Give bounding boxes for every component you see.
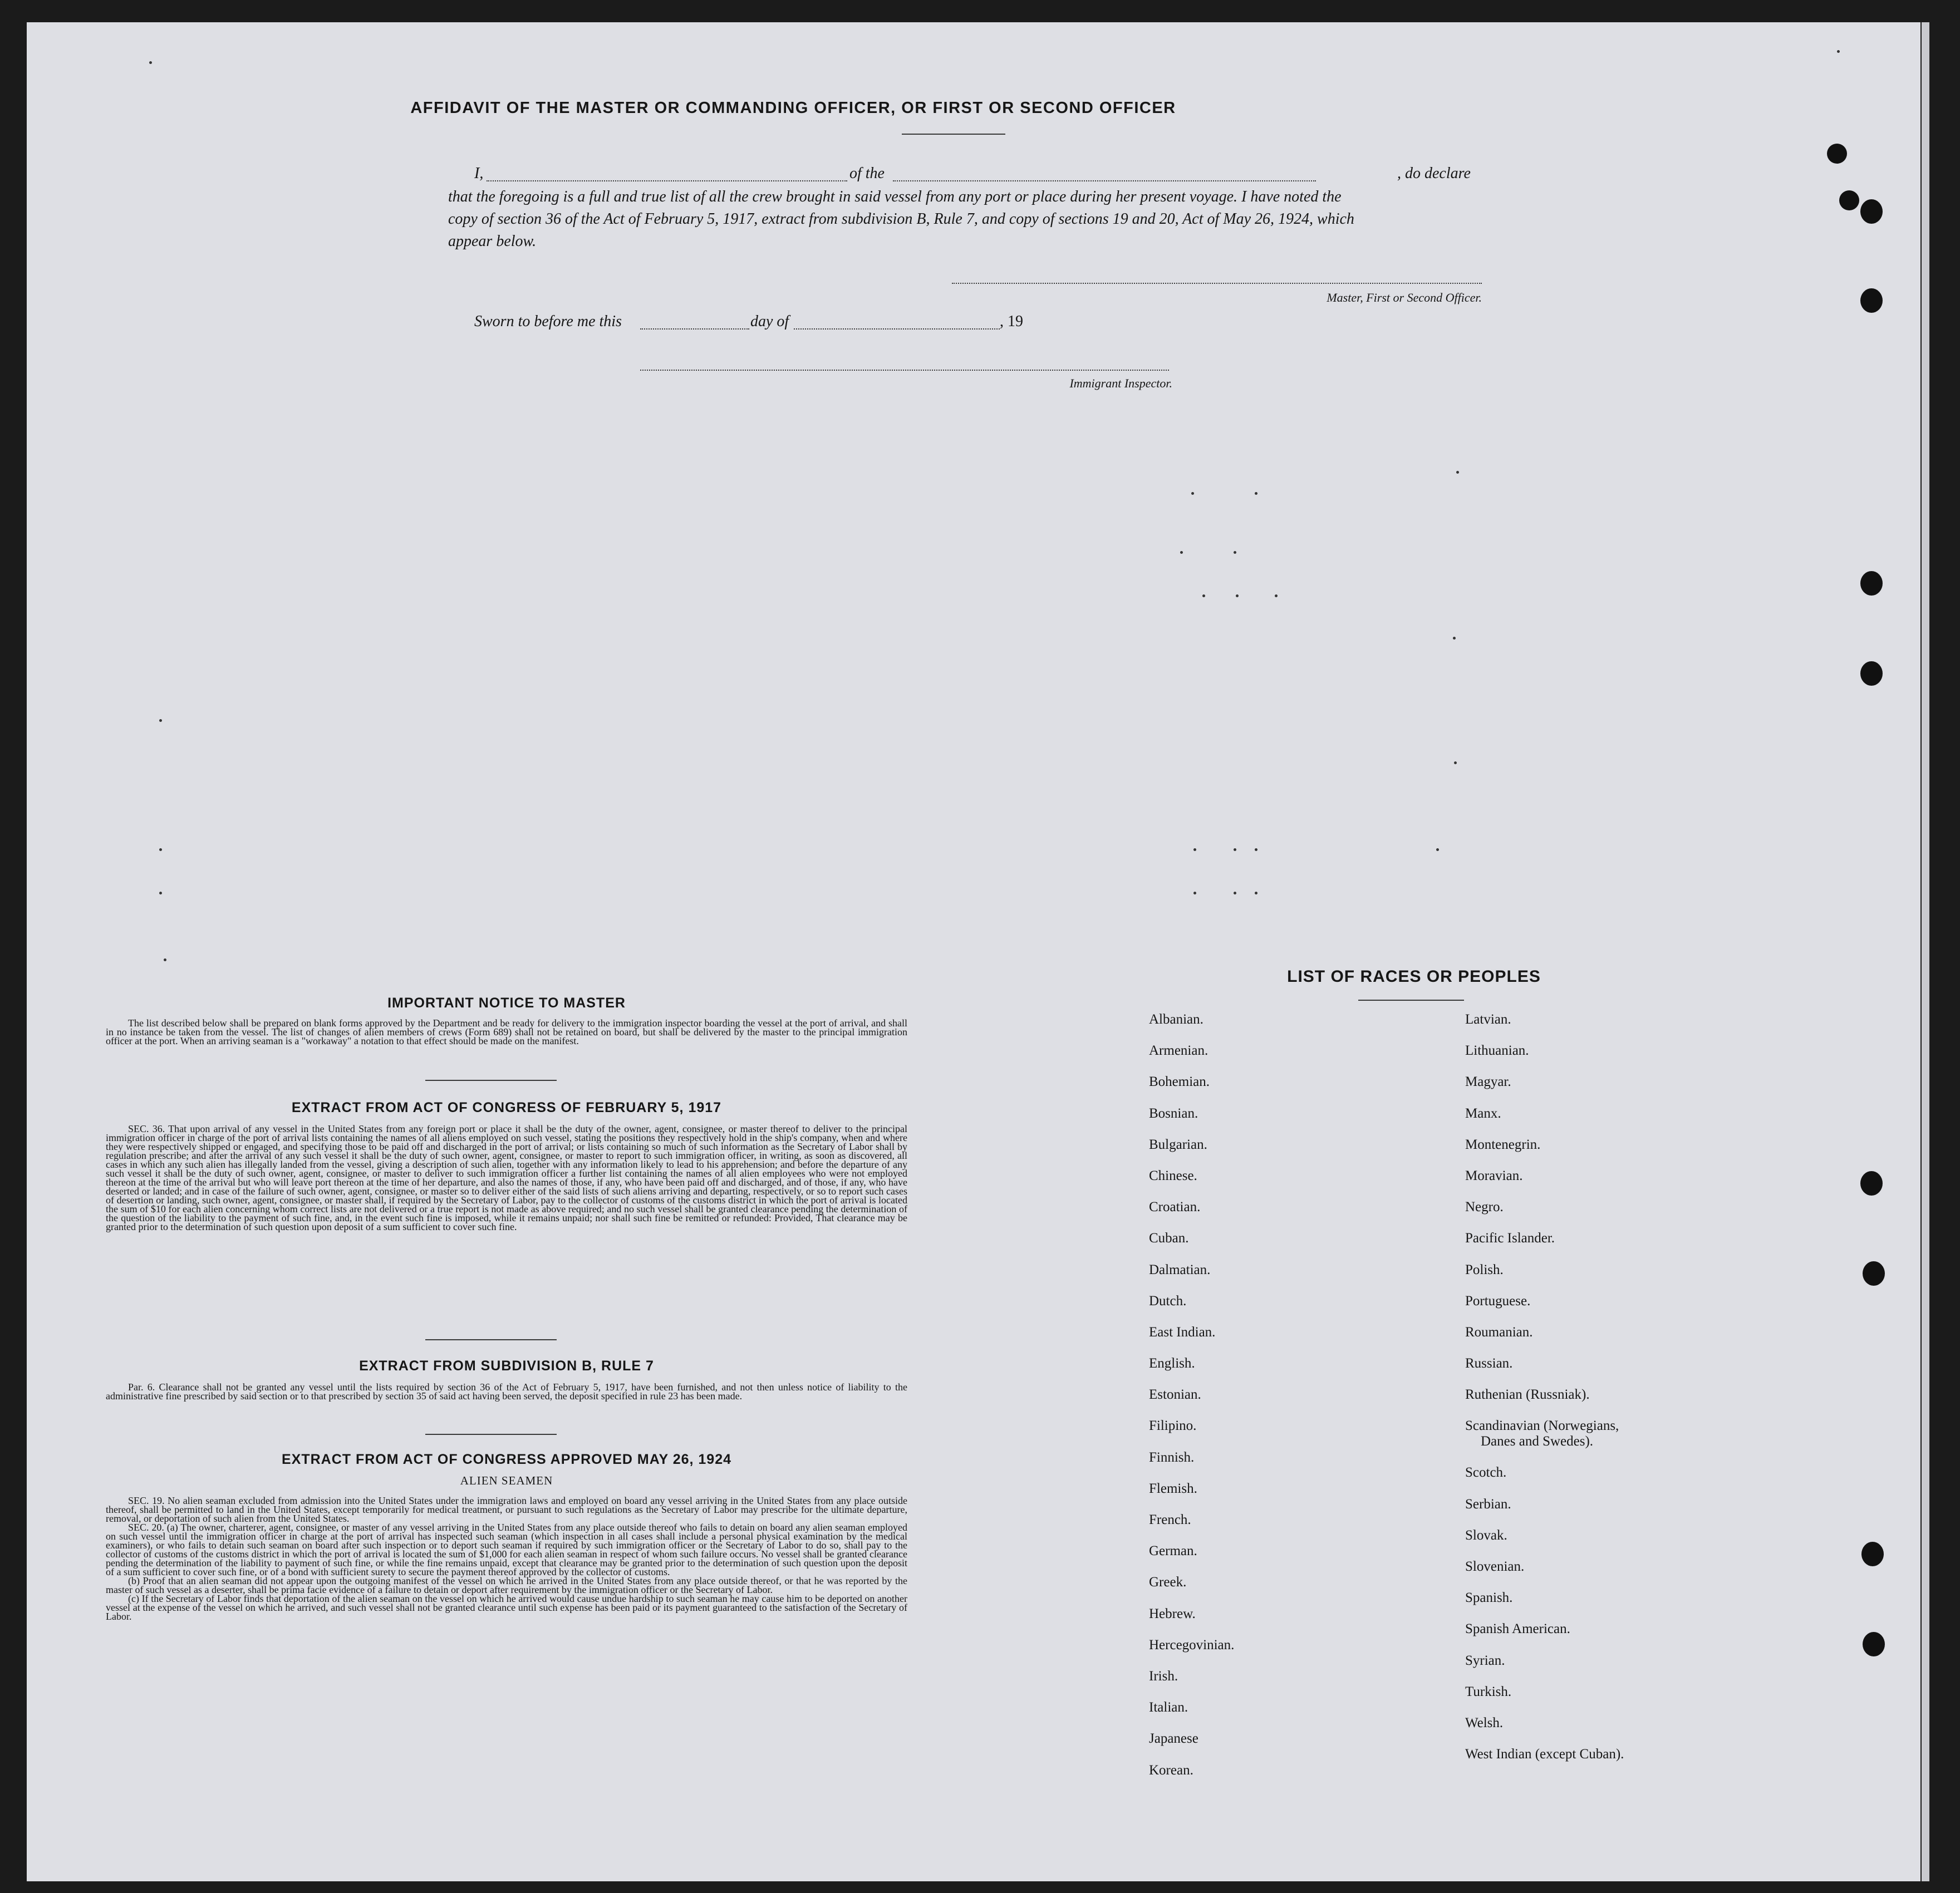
- declaration-line: copy of section 36 of the Act of February 5, 1917, extract from subdivision B, Rule 7, and copy of sections 19 and 20, Act of May 26, 1924, which: [448, 210, 1354, 228]
- sworn-month-blank[interactable]: [794, 328, 1000, 330]
- race-item: Pacific Islander.: [1465, 1231, 1555, 1246]
- declaration-line: appear below.: [448, 233, 537, 250]
- race-item: Bosnian.: [1149, 1105, 1198, 1121]
- speck: [149, 61, 152, 64]
- speck: [1275, 594, 1278, 597]
- race-item: Welsh.: [1465, 1715, 1504, 1730]
- speck: [1436, 848, 1439, 851]
- speck: [1234, 551, 1236, 554]
- race-item: Bulgarian.: [1149, 1137, 1207, 1152]
- declaration-body: [448, 186, 1483, 253]
- race-item: Greek.: [1149, 1575, 1187, 1590]
- race-item: French.: [1149, 1512, 1191, 1527]
- binder-hole: [1863, 1261, 1885, 1286]
- race-item: Albanian.: [1149, 1012, 1203, 1027]
- race-item: Russian.: [1465, 1356, 1513, 1371]
- race-item: Scotch.: [1465, 1465, 1507, 1481]
- extract-1917-heading: EXTRACT FROM ACT OF CONGRESS OF FEBRUARY 5, 1917: [291, 1100, 722, 1115]
- section-divider: [425, 1080, 557, 1081]
- race-item: Dutch.: [1149, 1293, 1187, 1309]
- race-item: Chinese.: [1149, 1168, 1197, 1183]
- speck: [1180, 551, 1183, 554]
- race-item: Magyar.: [1465, 1074, 1511, 1090]
- name-blank[interactable]: [487, 180, 847, 181]
- races-right-column: [1465, 1012, 1624, 1778]
- binder-hole: [1839, 190, 1859, 210]
- race-item: Croatian.: [1149, 1199, 1201, 1215]
- race-item: German.: [1149, 1543, 1197, 1559]
- sworn-day-blank[interactable]: [640, 328, 749, 330]
- declaration-line: that the foregoing is a full and true list of all the crew brought in said vessel from any port or place during her present voyage. I have noted the: [448, 188, 1342, 205]
- extract-1924-heading: EXTRACT FROM ACT OF CONGRESS APPROVED MAY 26, 1924: [281, 1452, 732, 1467]
- inspector-signature-line[interactable]: [640, 370, 1169, 371]
- speck: [1456, 471, 1459, 474]
- race-item: Spanish American.: [1465, 1621, 1570, 1637]
- speck: [164, 958, 166, 961]
- races-left-column: [1149, 1012, 1234, 1794]
- race-item: Dalmatian.: [1149, 1262, 1211, 1277]
- page-edge: [1922, 22, 1929, 1881]
- race-item: Syrian.: [1465, 1653, 1505, 1668]
- binder-hole: [1860, 1171, 1883, 1196]
- section-divider: [425, 1434, 557, 1435]
- notice-text: The list described below shall be prepared on blank forms approved by the Department and be ready for delivery to the immigration inspector boarding the vessel at the port of arrival, and shall in no instance be taken from the vessel. The list of changes of alien members of crews (Form 689) shall not be retained on board, but shall be delivered by the master to the principal immigration officer at the port. When an arriving seaman is a "workaway" a notation to that effect should be made on the manifest.: [106, 1017, 907, 1046]
- speck: [1454, 761, 1457, 764]
- speck: [1453, 637, 1456, 640]
- race-item: Manx.: [1465, 1105, 1501, 1121]
- race-item: Hercegovinian.: [1149, 1637, 1235, 1653]
- race-item: Portuguese.: [1465, 1293, 1531, 1309]
- declaration-line: I, of the , do declare: [474, 165, 1471, 182]
- extract-1924-paragraph: SEC. 20. (a) The owner, charterer, agent, consignee, or master of any vessel arriving in the United States from any place outside thereof who fails to detain on board any alien seaman employed on such vessel until the immigration officer in charge at the port of arrival has inspected such seaman (which inspection in all cases shall include a personal physical examination by the medical examiners), or who fails to detain such seaman on board after such inspection or to deport such seaman if required by such immigration officer or the Secretary of Labor to do so, shall pay to the collector of customs of the customs district in which the port of arrival is located the sum of $1,000 for each alien seaman in respect of whom such failure occurs. No vessel shall be granted clearance pending the determination of the liability to payment of such fine, or while the fine remains unpaid, except that clearance may be granted prior to the determination of such question upon the deposit of a sum sufficient to cover such fine, or of a bond with sufficient surety to secure the payment thereof approved by the collector of customs.: [106, 1522, 907, 1577]
- master-signature-line[interactable]: [952, 283, 1482, 284]
- race-item: Spanish.: [1465, 1590, 1513, 1606]
- race-item: Japanese: [1149, 1731, 1198, 1747]
- race-item: Italian.: [1149, 1700, 1188, 1715]
- sworn-line: Sworn to before me this day of , 19: [474, 313, 1023, 330]
- race-item: Turkish.: [1465, 1684, 1512, 1699]
- race-item: Estonian.: [1149, 1387, 1201, 1403]
- affidavit-title: AFFIDAVIT OF THE MASTER OR COMMANDING OFFICER, OR FIRST OR SECOND OFFICER: [410, 99, 1176, 117]
- race-item: Flemish.: [1149, 1481, 1197, 1496]
- speck: [1191, 492, 1194, 495]
- race-item: Slovak.: [1465, 1527, 1507, 1543]
- extract-1924-paragraph: (b) Proof that an alien seaman did not appear upon the outgoing manifest of the vessel on which he arrived in the United States from any place outside thereof, or that he was reported by the master of such vessel as a deserter, shall be prima facie evidence of a failure to detain or deport after requirement by the immigration officer or the Secretary of Labor.: [106, 1575, 907, 1595]
- speck: [1234, 892, 1236, 894]
- notice-heading: IMPORTANT NOTICE TO MASTER: [387, 995, 626, 1011]
- race-item: Lithuanian.: [1465, 1043, 1529, 1059]
- race-item: Negro.: [1465, 1199, 1504, 1215]
- race-item: Cuban.: [1149, 1231, 1189, 1246]
- speck: [1202, 594, 1205, 597]
- races-heading: LIST OF RACES OR PEOPLES: [1287, 967, 1541, 986]
- extract-1924-paragraph: (c) If the Secretary of Labor finds that deportation of the alien seaman on the vessel on which he arrived would cause undue hardship to such seaman he may cause him to be deported on another vessel at the expense of the vessel on which he arrived, and such vessel shall not be granted clearance until such expense has been paid or its payment guaranteed to the satisfaction of the Secretary of Labor.: [106, 1593, 907, 1622]
- race-item: West Indian (except Cuban).: [1465, 1747, 1624, 1762]
- extract-rule7-heading: EXTRACT FROM SUBDIVISION B, RULE 7: [359, 1358, 654, 1374]
- speck: [1193, 892, 1196, 894]
- speck: [159, 848, 162, 851]
- speck: [1837, 50, 1840, 53]
- races-divider: [1358, 1000, 1464, 1001]
- race-item: Filipino.: [1149, 1418, 1197, 1434]
- race-item: English.: [1149, 1356, 1195, 1371]
- race-item: Moravian.: [1465, 1168, 1523, 1183]
- race-item: Montenegrin.: [1465, 1137, 1541, 1152]
- speck: [1255, 492, 1257, 495]
- race-item: Roumanian.: [1465, 1324, 1533, 1340]
- speck: [1234, 848, 1236, 851]
- inspector-signature-label: Immigrant Inspector.: [1069, 376, 1172, 390]
- title-divider: [902, 134, 1005, 135]
- speck: [1236, 594, 1239, 597]
- speck: [159, 719, 162, 722]
- extract-1924-subheading: ALIEN SEAMEN: [460, 1474, 553, 1487]
- binder-hole: [1861, 1542, 1884, 1566]
- binder-hole: [1863, 1632, 1885, 1656]
- extract-1917-text: SEC. 36. That upon arrival of any vessel in the United States from any foreign port or place it shall be the duty of the owner, agent, consignee, or master thereof to deliver to the principal immigration officer in charge of the port of arrival lists containing the names of all aliens employed on such vessel, stating the positions they respectively hold in the ship's company, when and where they were respectively shipped or engaged, and specifying those to be paid off and discharged in the port of arrival; or lists containing so much of such information as the Secretary of Labor shall by regulation prescribe; and after the arrival of any such vessel it shall be the duty of such owner, agent, consignee, or master to report to such immigration officer, in writing, as soon as discovered, all cases in which any such alien has illegally landed from the vessel, giving a description of such alien, together with any information likely to lead to his apprehension; and before the departure of any such vessel it shall be the duty of such owner, agent, consignee, or master to deliver to such immigration officer a further list containing the names of all alien employees who were not employed thereon at the time of the arrival but who will leave port thereon at the time of her departure, and also the names of those, if any, who have been paid off and discharged, and of those, if any, who have deserted or landed; and in case of the failure of such owner, agent, consignee, or master so to deliver either of the said lists of such aliens arriving and departing, respectively, or so to report such cases of desertion or landing, such owner, agent, consignee, or master shall, if required by the Secretary of Labor, pay to the collector of customs of the customs district in which the port of arrival is located the sum of $10 for each alien concerning whom correct lists are not delivered or a true report is not made as above required; and no such vessel shall be granted clearance pending the determination of the question of the liability to the payment of such fine, and, in the event such fine is imposed, while it remains unpaid; nor shall such fine be remitted or refunded: Provided, That clearance may be granted prior to the determination of such question upon deposit of a sum sufficient to cover such fine.: [106, 1123, 907, 1232]
- race-item: Korean.: [1149, 1762, 1193, 1778]
- speck: [1255, 848, 1257, 851]
- speck: [159, 892, 162, 894]
- binder-hole: [1860, 199, 1883, 224]
- race-item: Ruthenian (Russniak).: [1465, 1387, 1590, 1403]
- binder-hole: [1860, 288, 1883, 313]
- extract-rule7-text: Par. 6. Clearance shall not be granted any vessel until the lists required by section 36 of the Act of February 5, 1917, have been furnished, and not then unless notice of liability to the administrative fine prescribed by said section or to that prescribed by section 35 of said act having been served, the deposit specified in rule 23 has been made.: [106, 1381, 907, 1402]
- race-item: Bohemian.: [1149, 1074, 1210, 1090]
- race-item: Irish.: [1149, 1668, 1178, 1684]
- extract-1924-paragraph: SEC. 19. No alien seaman excluded from admission into the United States under the immigration laws and employed on board any vessel arriving in the United States from any place outside thereof, shall be permitted to land in the United States, except temporarily for medical treatment, or pursuant to such regulations as the Secretary of Labor may prescribe for the ultimate departure, removal, or deportation of such alien from the United States.: [106, 1495, 907, 1524]
- race-item: Slovenian.: [1465, 1559, 1525, 1574]
- race-item: [1465, 1418, 1624, 1465]
- vessel-blank[interactable]: [893, 180, 1316, 181]
- race-item: Polish.: [1465, 1262, 1504, 1277]
- speck: [1193, 848, 1196, 851]
- race-item: Latvian.: [1465, 1012, 1511, 1027]
- race-item: Finnish.: [1149, 1449, 1195, 1465]
- race-item: East Indian.: [1149, 1324, 1216, 1340]
- race-item: Serbian.: [1465, 1496, 1511, 1512]
- race-item: Hebrew.: [1149, 1606, 1196, 1621]
- binder-hole: [1860, 661, 1883, 686]
- binder-hole: [1860, 571, 1883, 596]
- binder-hole: [1827, 144, 1847, 164]
- race-item: Armenian.: [1149, 1043, 1209, 1059]
- extract-1924-body: [106, 1496, 907, 1621]
- speck: [1255, 892, 1257, 894]
- race-item-continuation: Danes and Swedes).: [1481, 1434, 1594, 1449]
- master-signature-label: Master, First or Second Officer.: [1327, 291, 1482, 304]
- section-divider: [425, 1339, 557, 1340]
- race-item-line: Scandinavian (Norwegians,: [1465, 1418, 1619, 1434]
